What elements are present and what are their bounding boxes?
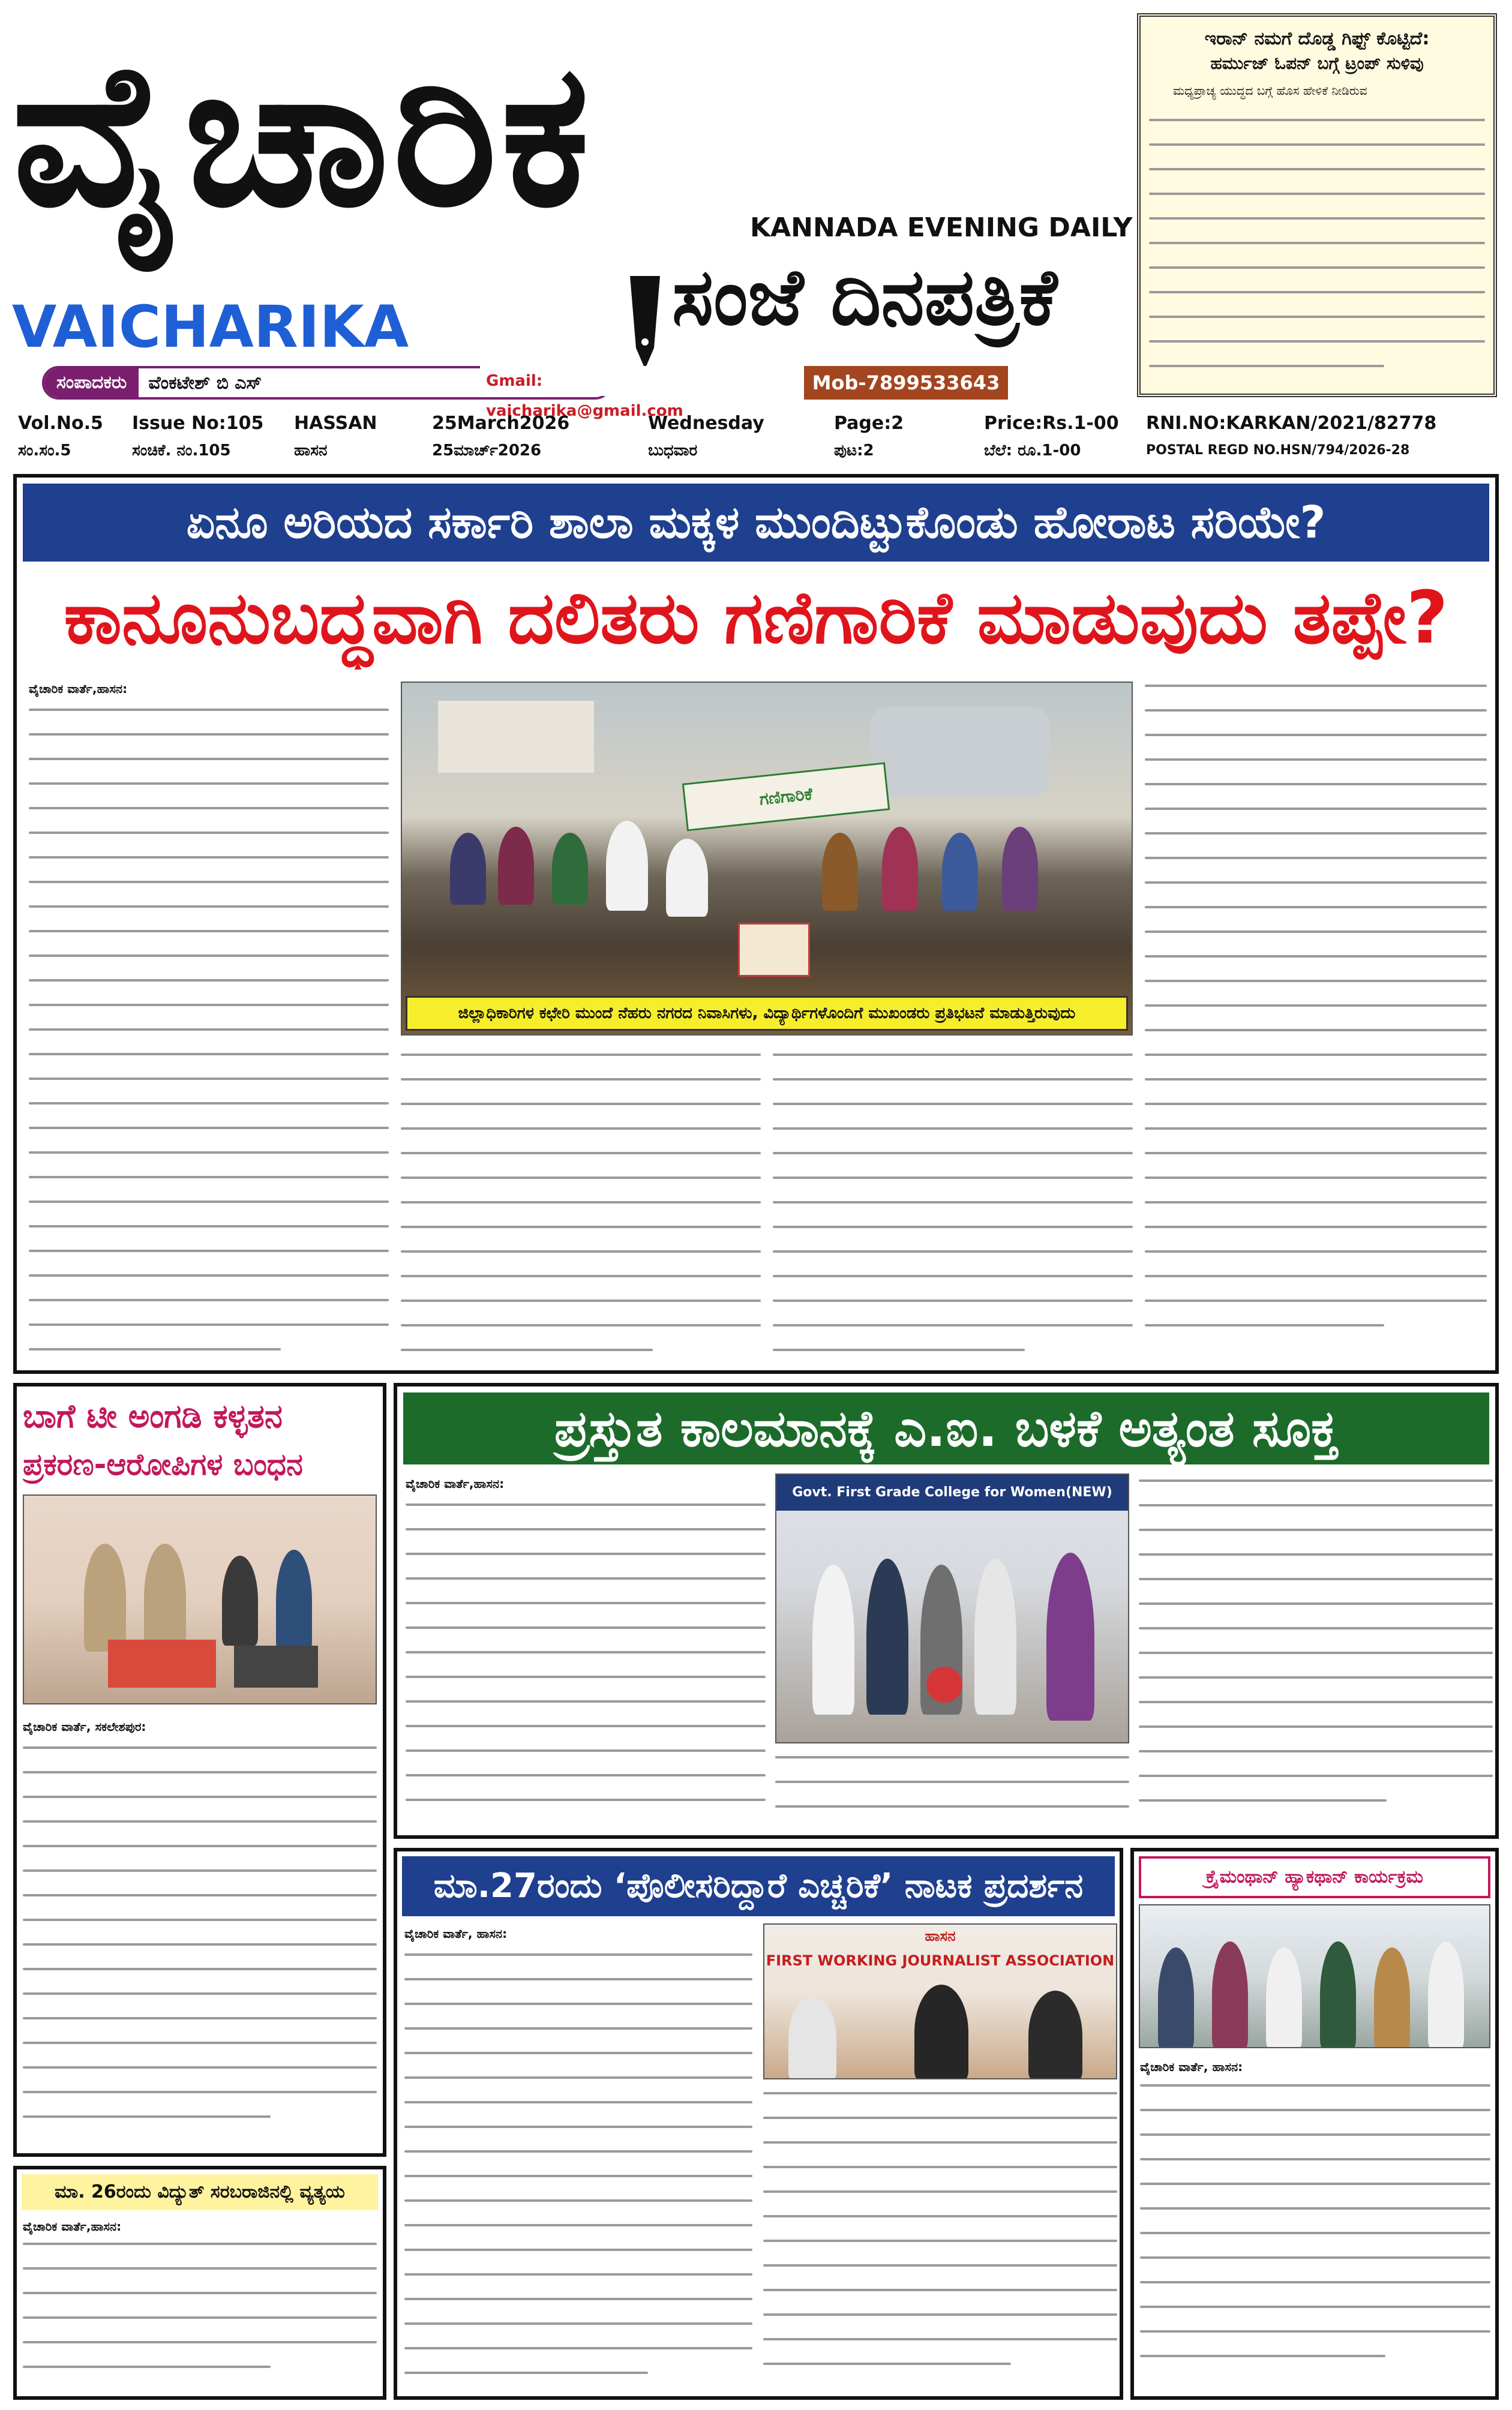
tagline-kannada: ಸಂಜೆ ದಿನಪತ್ರಿಕೆ [672, 251, 1058, 343]
masthead [12, 12, 1134, 420]
ear-text-lines [1149, 119, 1485, 389]
lead-headline: ಕಾನೂನುಬದ್ಧವಾಗಿ ದಲಿತರು ಗಣಿಗಾರಿಕೆ ಮಾಡುವುದು ತಪ್ಪೇ? [64, 577, 1448, 660]
drama-story [394, 1848, 1123, 2400]
hackathon-lead-in: ವೈಚಾರಿಕ ವಾರ್ತೆ, ಹಾಸನ: [1140, 2060, 1243, 2074]
drama-headline: ಮಾ.27ರಂದು ‘ಪೊಲೀಸರಿದ್ದಾರೆ ಎಚ್ಚರಿಕೆ’ ನಾಟಕ ಪ್ರದರ್ಶನ [402, 1856, 1115, 1916]
drama-banner-top: ಹಾಸನ [925, 1928, 956, 1944]
info-row-kannada [18, 438, 1494, 463]
hackathon-headline: ಕ್ರೈಮಂಥಾನ್ ಹ್ಯಾಕಥಾನ್ ಕಾರ್ಯಕ್ರಮ [1139, 1856, 1490, 1898]
info-volume-kn: ಸಂ.ಸಂ.5 [18, 442, 71, 460]
power-lead-in: ವೈಚಾರಿಕ ವಾರ್ತೆ,ಹಾಸನ: [23, 2219, 122, 2234]
lead-column-3 [773, 1048, 1133, 1371]
gmail-address: Gmail: vaicharika@gmail.com [480, 366, 738, 396]
bakery-body [23, 1716, 377, 2148]
ear-line: ಮಧ್ಯಪ್ರಾಚ್ಯ ಯುದ್ಧದ ಬಗ್ಗೆ ಹೊಸ ಹೇಳಿಕೆ ನೀಡಿರುವ [1173, 83, 1367, 98]
ear-box [1137, 13, 1497, 397]
ai-column-1 [406, 1473, 766, 1833]
drama-photo [763, 1923, 1117, 2079]
info-price-kn: ಬೆಲೆ: ರೂ.1-00 [984, 442, 1081, 460]
ear-title-1: ಇರಾನ್ ನಮಗೆ ದೊಡ್ಡ ಗಿಫ್ಟ್ ಕೊಟ್ಟಿದೆ: [1204, 28, 1430, 49]
lead-photo-caption: ಜಿಲ್ಲಾಧಿಕಾರಿಗಳ ಕಛೇರಿ ಮುಂದೆ ನೆಹರು ನಗರದ ನಿವಾಸಿಗಳು, ವಿದ್ಯಾರ್ಥಿಗಳೊಂದಿಗೆ ಮುಖಂಡರು ಪ್ರತಿಭಟನೆ ಮಾಡುತ್ತಿರುವುದು [406, 996, 1128, 1031]
ai-photo [775, 1473, 1129, 1743]
power-body [23, 2216, 377, 2396]
editor-label: ಸಂಪಾದಕರು [44, 366, 139, 400]
ear-title-2: ಹರ್ಮುಜ್ ಓಪನ್ ಬಗ್ಗೆ ಟ್ರಂಪ್ ಸುಳಿವು [1210, 53, 1424, 73]
mobile-number: Mob-7899533643 [804, 366, 1008, 400]
bakery-lead-in: ವೈಚಾರಿಕ ವಾರ್ತೆ, ಸಕಲೇಶಪುರ: [23, 1719, 146, 1734]
bakery-theft-story [13, 1383, 386, 2157]
info-place: HASSAN [294, 413, 377, 434]
lead-lead-in: ವೈಚಾರಿಕ ವಾರ್ತೆ,ಹಾಸನ: [29, 682, 128, 696]
info-date: 25March2026 [432, 413, 570, 434]
lead-photo [401, 682, 1133, 1036]
protest-banner-text: ಗಣಿಗಾರಿಕೆ [758, 784, 814, 809]
info-row-english [18, 410, 1494, 437]
lead-column-1 [29, 679, 389, 1368]
drama-column-1 [404, 1923, 752, 2391]
drama-column-2 [763, 2088, 1117, 2391]
power-headline: ಮಾ. 26ರಂದು ವಿದ್ಯುತ್ ಸರಬರಾಜಿನಲ್ಲಿ ವ್ಯತ್ಯಯ [22, 2174, 378, 2210]
hackathon-body [1140, 2057, 1490, 2393]
power-cut-story [13, 2166, 386, 2400]
bakery-headline-1: ಬಾಗೆ ಟೀ ಅಂಗಡಿ ಕಳ್ಳತನ [23, 1397, 283, 1435]
pen-icon [618, 270, 672, 372]
lead-kicker: ಏನೂ ಅರಿಯದ ಸರ್ಕಾರಿ ಶಾಲಾ ಮಕ್ಕಳ ಮುಂದಿಟ್ಟುಕೊಂಡು ಹೋರಾಟ ಸರಿಯೇ? [23, 484, 1489, 562]
info-issue-kn: ಸಂಚಿಕೆ. ನಂ.105 [132, 442, 231, 460]
info-issue: Issue No:105 [132, 413, 264, 434]
info-price: Price:Rs.1-00 [984, 413, 1119, 434]
ai-story [394, 1383, 1499, 1839]
editor-name: ವೆಂಕಟೇಶ್ ಬಿ ಎಸ್ [148, 372, 262, 394]
info-place-kn: ಹಾಸನ [294, 442, 328, 460]
bakery-photo [23, 1494, 377, 1704]
lead-column-2 [401, 1048, 761, 1371]
info-date-kn: 25ಮಾರ್ಚ್2026 [432, 442, 542, 460]
drama-lead-in: ವೈಚಾರಿಕ ವಾರ್ತೆ, ಹಾಸನ: [404, 1926, 508, 1941]
info-day-kn: ಬುಧವಾರ [648, 442, 698, 460]
brand-english: VAICHARIKA [12, 293, 409, 361]
lead-story [13, 474, 1499, 1374]
bakery-headline-2: ಪ್ರಕರಣ-ಆರೋಪಿಗಳ ಬಂಧನ [23, 1447, 303, 1482]
ai-lead-in: ವೈಚಾರಿಕ ವಾರ್ತೆ,ಹಾಸನ: [406, 1476, 505, 1491]
info-page-kn: ಪುಟ:2 [834, 442, 874, 460]
info-rni: RNI.NO:KARKAN/2021/82778 [1146, 413, 1437, 434]
info-postal: POSTAL REGD NO.HSN/794/2026-28 [1146, 443, 1410, 458]
info-volume: Vol.No.5 [18, 413, 103, 434]
hackathon-photo [1139, 1904, 1490, 2048]
ai-column-2 [775, 1752, 1129, 1836]
info-day: Wednesday [648, 413, 764, 434]
lead-column-4 [1145, 679, 1487, 1368]
ai-headline: ಪ್ರಸ್ತುತ ಕಾಲಮಾನಕ್ಕೆ ಎ.ಐ. ಬಳಕೆ ಅತ್ಯಂತ ಸೂಕ್ತ [403, 1392, 1489, 1464]
tagline-english: KANNADA EVENING DAILY [750, 212, 1133, 243]
masthead-title: ವೈಚಾರಿಕ [12, 20, 594, 250]
ai-college-banner: Govt. First Grade College for Women(NEW) [792, 1485, 1112, 1500]
info-page: Page:2 [834, 413, 904, 434]
hackathon-story [1130, 1848, 1499, 2400]
drama-banner: FIRST WORKING JOURNALIST ASSOCIATION [766, 1952, 1115, 1969]
ai-column-3 [1139, 1473, 1493, 1833]
